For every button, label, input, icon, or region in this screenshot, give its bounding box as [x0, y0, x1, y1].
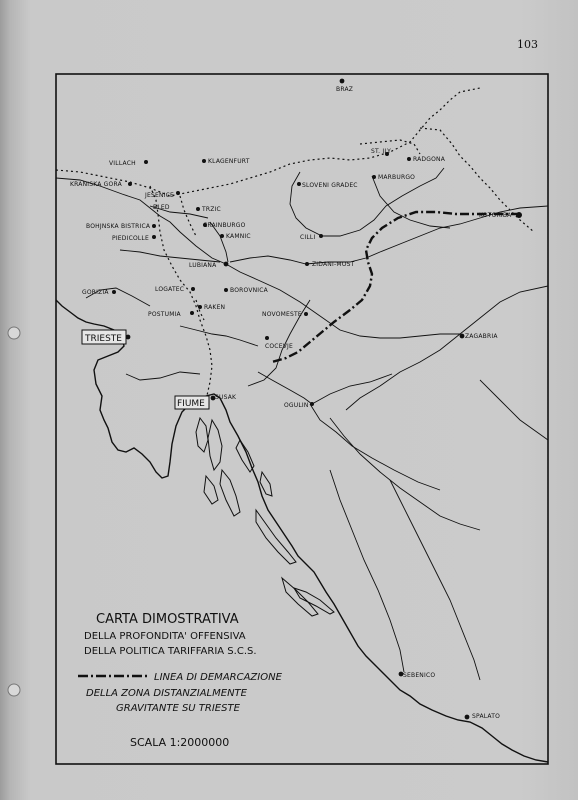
- place-label: JESENICE: [145, 192, 174, 199]
- place-label: KAMNIC: [226, 233, 251, 240]
- place-label: PIEDICOLLE: [112, 235, 149, 242]
- city-marker: [465, 715, 470, 720]
- city-marker: [516, 212, 522, 218]
- place-label: BOROVNICA: [230, 287, 268, 294]
- islands: [196, 418, 334, 616]
- place-label: MARBURGO: [378, 174, 416, 181]
- place-label: NOVOMESTE: [262, 311, 302, 318]
- place-label: CRAINBURGO: [203, 222, 246, 229]
- place-label: FIUME: [177, 399, 205, 409]
- place-label: ST. ILY: [371, 148, 391, 155]
- city-marker: [198, 305, 202, 309]
- place-label: TRIESTE: [85, 334, 122, 344]
- map-title-line3: DELLA POLITICA TARIFFARIA S.C.S.: [84, 646, 257, 657]
- place-label: BRAZ: [336, 86, 354, 93]
- city-marker: [297, 182, 301, 186]
- place-label: SUSAK: [215, 394, 237, 401]
- place-label: COCEVJE: [265, 343, 293, 350]
- city-marker: [191, 287, 195, 291]
- place-label: RADGONA: [413, 156, 446, 163]
- city-marker: [310, 402, 314, 406]
- legend-line2: DELLA ZONA DISTANZIALMENTE: [86, 688, 247, 699]
- city-marker: [176, 191, 180, 195]
- place-label: SEBENICO: [403, 672, 436, 679]
- place-label: ZIDANI-MOST: [312, 261, 355, 268]
- city-marker: [305, 262, 309, 266]
- city-marker: [196, 207, 200, 211]
- city-marker: [220, 234, 224, 238]
- rivers: [56, 168, 548, 680]
- city-marker: [224, 288, 228, 292]
- city-marker: [152, 235, 156, 239]
- city-marker: [265, 336, 269, 340]
- place-label: BOHJNSKA BISTRICA: [86, 223, 151, 230]
- map-title-line2: DELLA PROFONDITA' OFFENSIVA: [84, 631, 246, 642]
- place-label: TRZIC: [202, 206, 221, 213]
- place-label: SLOVENI GRADEC: [302, 182, 358, 189]
- city-marker: [372, 175, 376, 179]
- legend-line1: LINEA DI DEMARCAZIONE: [154, 672, 282, 683]
- place-label: CILLI: [300, 234, 316, 241]
- place-label: LUBIANA: [189, 262, 217, 269]
- binding-hole: [8, 327, 20, 339]
- city-marker: [407, 157, 411, 161]
- page-number: 103: [517, 38, 538, 51]
- binding-hole: [8, 684, 20, 696]
- city-marker: [224, 262, 229, 267]
- city-marker: [152, 224, 156, 228]
- place-label: BLED: [153, 204, 170, 211]
- place-label: KOTORIBA: [479, 212, 512, 219]
- city-marker: [128, 182, 132, 186]
- legend-line3: GRAVITANTE SU TRIESTE: [116, 703, 240, 714]
- place-label: SPALATO: [472, 713, 501, 720]
- city-marker: [460, 334, 465, 339]
- place-label: KRANISKA GORA: [70, 181, 122, 188]
- map-title-line1: CARTA DIMOSTRATIVA: [96, 612, 239, 627]
- place-label: GORIZIA: [82, 289, 109, 296]
- city-marker: [202, 159, 206, 163]
- city-marker: [340, 79, 345, 84]
- place-label: KLAGENFURT: [208, 158, 250, 165]
- city-marker: [304, 312, 308, 316]
- place-label: OGULIN: [284, 402, 309, 409]
- place-label: ZAGABRIA: [465, 333, 498, 340]
- city-marker: [144, 160, 148, 164]
- city-marker: [112, 290, 116, 294]
- place-label: RAKEN: [204, 304, 226, 311]
- place-label: LOGATEC: [155, 286, 185, 293]
- place-label: VILLACH: [109, 160, 136, 167]
- city-marker: [319, 234, 323, 238]
- map-scale: SCALA 1:2000000: [130, 736, 230, 749]
- city-marker: [190, 311, 194, 315]
- place-label: POSTUMIA: [148, 311, 181, 318]
